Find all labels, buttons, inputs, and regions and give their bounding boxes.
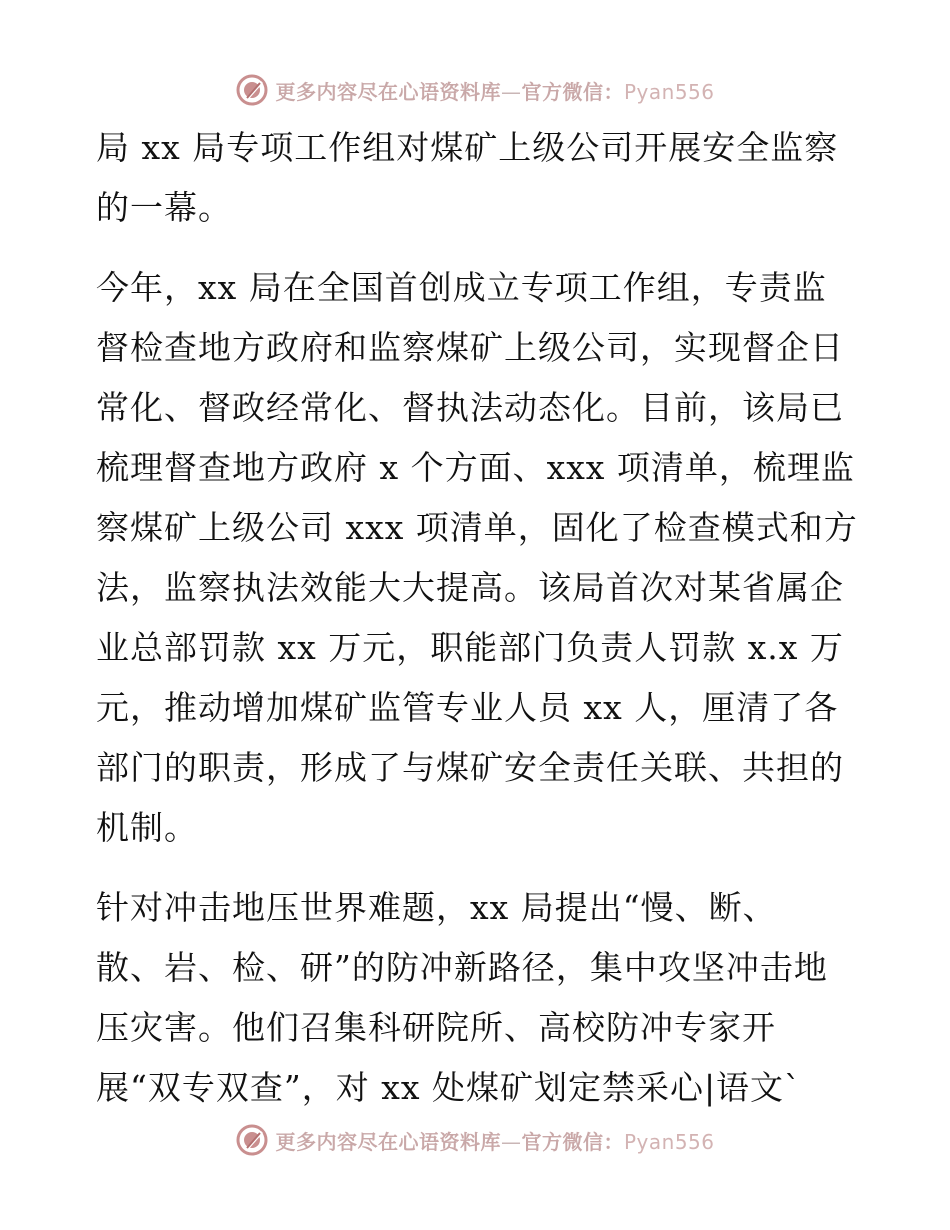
text-line: 察煤矿上级公司 xxx 项清单，固化了检查模式和方 [96,508,858,547]
text-line: 机制。 [96,808,198,847]
footer-watermark [0,1120,950,1160]
text-line: 今年，xx 局在全国首创成立专项工作组，专责监 [96,268,827,307]
text-line: 展“双专双查”，对 xx 处煤矿划定禁采心|语文` [96,1068,802,1107]
text-line: 散、岩、检、研”的防冲新路径，集中攻坚冲击地 [96,948,828,987]
paragraph [96,118,856,238]
text-line: 针对冲击地压世界难题，xx 局提出“慢、断、 [96,888,777,927]
text-line: 督检查地方政府和监察煤矿上级公司，实现督企日 [96,328,844,367]
text-line: 业总部罚款 xx 万元，职能部门负责人罚款 x.x 万 [96,628,844,667]
document-body [96,118,856,1118]
text-line: 局 xx 局专项工作组对煤矿上级公司开展安全监察 [96,128,839,167]
text-line: 部门的职责，形成了与煤矿安全责任关联、共担的 [96,748,844,787]
paragraph [96,258,856,858]
text-line: 法，监察执法效能大大提高。该局首次对某省属企 [96,568,844,607]
paragraph [96,878,856,1118]
watermark-text: 更多内容尽在心语资料库—官方微信：Pyan556 [275,1129,715,1154]
watermark-text: 更多内容尽在心语资料库—官方微信：Pyan556 [275,79,715,104]
quill-seal-icon [235,1123,269,1157]
text-line: 的一幕。 [96,188,232,227]
text-line: 压灾害。他们召集科研院所、高校防冲专家开 [96,1008,776,1047]
quill-seal-icon [235,73,269,107]
header-watermark [0,70,950,110]
text-line: 常化、督政经常化、督执法动态化。目前，该局已 [96,388,844,427]
text-line: 元，推动增加煤矿监管专业人员 xx 人，厘清了各 [96,688,839,727]
text-line: 梳理督查地方政府 x 个方面、xxx 项清单，梳理监 [96,448,855,487]
